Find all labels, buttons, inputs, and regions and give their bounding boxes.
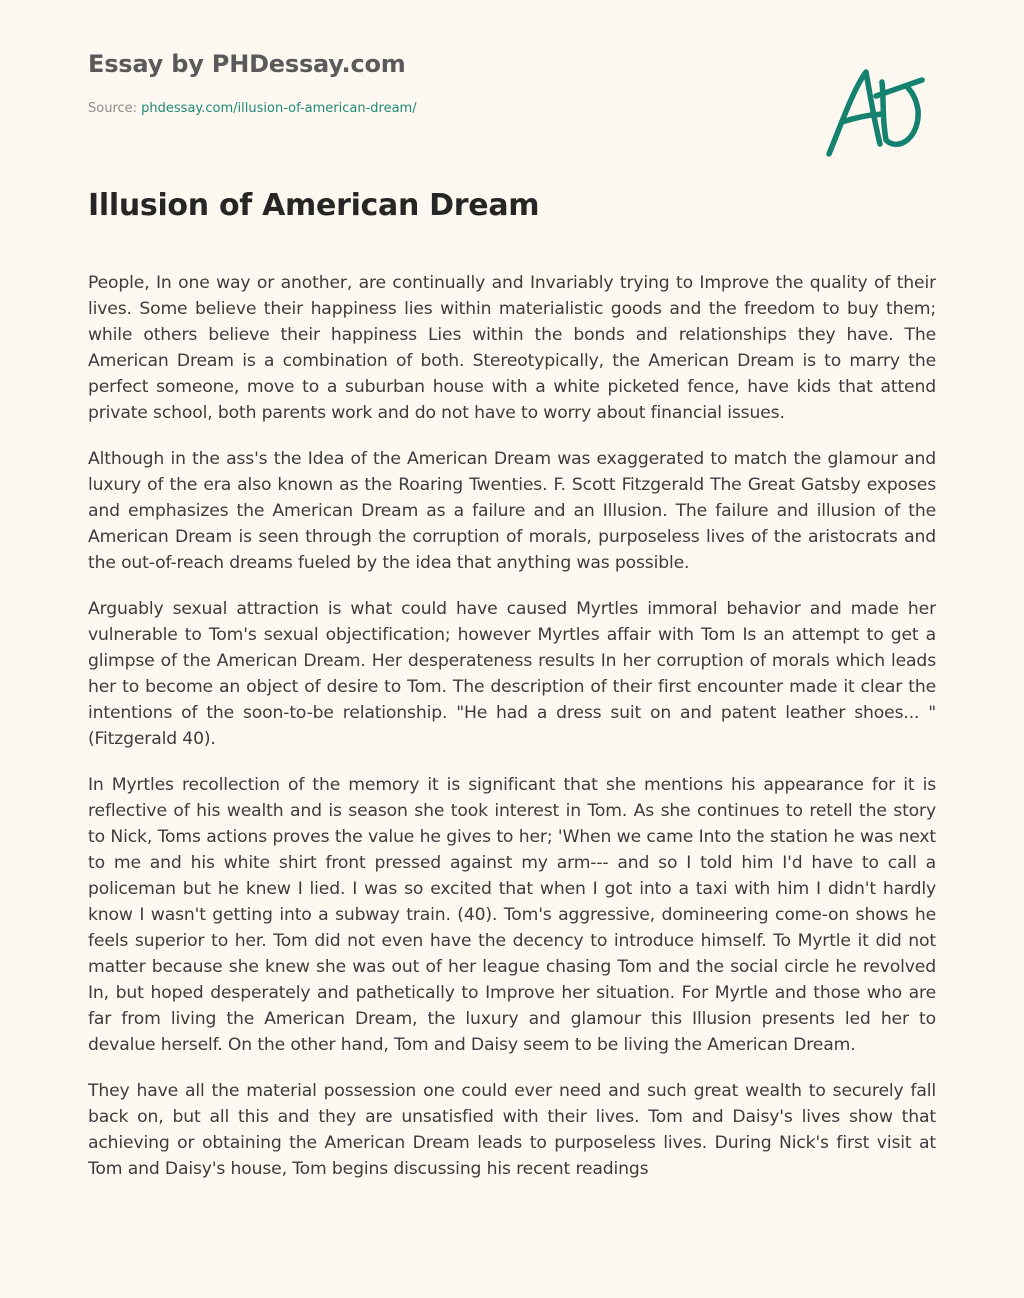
essay-body [88,270,936,1252]
essay-paragraph: Although in the ass's the Idea of the American Dream was exaggerated to match the glamour and luxury of the era also known as the Roaring Twenties. F. Scott Fitzgerald The Great Gatsby exposes and emphasizes the American Dream as a failure and an Illusion. The failure and illusion of the American Dream is seen through the corruption of morals, purposeless lives of the aristocrats and the out-of-reach dreams fueled by the idea that anything was possible. [88,449,936,573]
site-title: Essay by PHDessay.com [88,50,406,78]
essay-paragraph: In Myrtles recollection of the memory it is significant that she mentions his appearance for it is reflective of his wealth and is season she took interest in Tom. As she continues to retell the story to Nick, Toms actions proves the value he gives to her; 'When we came Into the station he was next to me and his white shirt front pressed against my arm--- and so I told him I'd have to call a policeman but he knew I lied. I was so excited that when I got into a taxi with him I didn't hardly know I wasn't getting into a subway train. (40). Tom's aggressive, domineering come-on shows he feels superior to her. Tom did not even have the decency to introduce himself. To Myrtle it did not matter because she knew she was out of her league chasing Tom and the social circle he revolved In, but hoped desperately and pathetically to Improve her situation. For Myrtle and those who are far from living the American Dream, the luxury and glamour this Illusion presents led her to devalue herself. On the other hand, Tom and Daisy seem to be living the American Dream. [88,775,936,1055]
a-plus-logo-icon [818,62,928,162]
essay-title: Illusion of American Dream [88,188,540,223]
source-link[interactable]: phdessay.com/illusion-of-american-dream/ [141,101,417,116]
essay-paragraph: People, In one way or another, are continually and Invariably trying to Improve the quality of their lives. Some believe their happiness lies within materialistic goods and the freedom to buy them; while others believe their happiness Lies within the bonds and relationships they have. The American Dream is a combination of both. Stereotypically, the American Dream is to marry the perfect someone, move to a suburban house with a white picketed fence, have kids that attend private school, both parents work and do not have to worry about financial issues. [88,273,936,423]
essay-paragraph: Arguably sexual attraction is what could have caused Myrtles immoral behavior and made her vulnerable to Tom's sexual objectification; however Myrtles affair with Tom Is an attempt to get a glimpse of the American Dream. Her desperateness results In her corruption of morals which leads her to become an object of desire to Tom. The description of their first encounter made it clear the intentions of the soon-to-be relationship. "He had a dress suit on and patent leather shoes... " (Fitzgerald 40). [88,599,936,749]
essay-paragraph: They have all the material possession one could ever need and such great wealth to securely fall back on, but all this and they are unsatisfied with their lives. Tom and Daisy's lives show that achieving or obtaining the American Dream leads to purposeless lives. During Nick's first visit at Tom and Daisy's house, Tom begins discussing his recent readings [88,1081,936,1179]
source-line [88,101,417,116]
source-label: Source: [88,101,138,116]
